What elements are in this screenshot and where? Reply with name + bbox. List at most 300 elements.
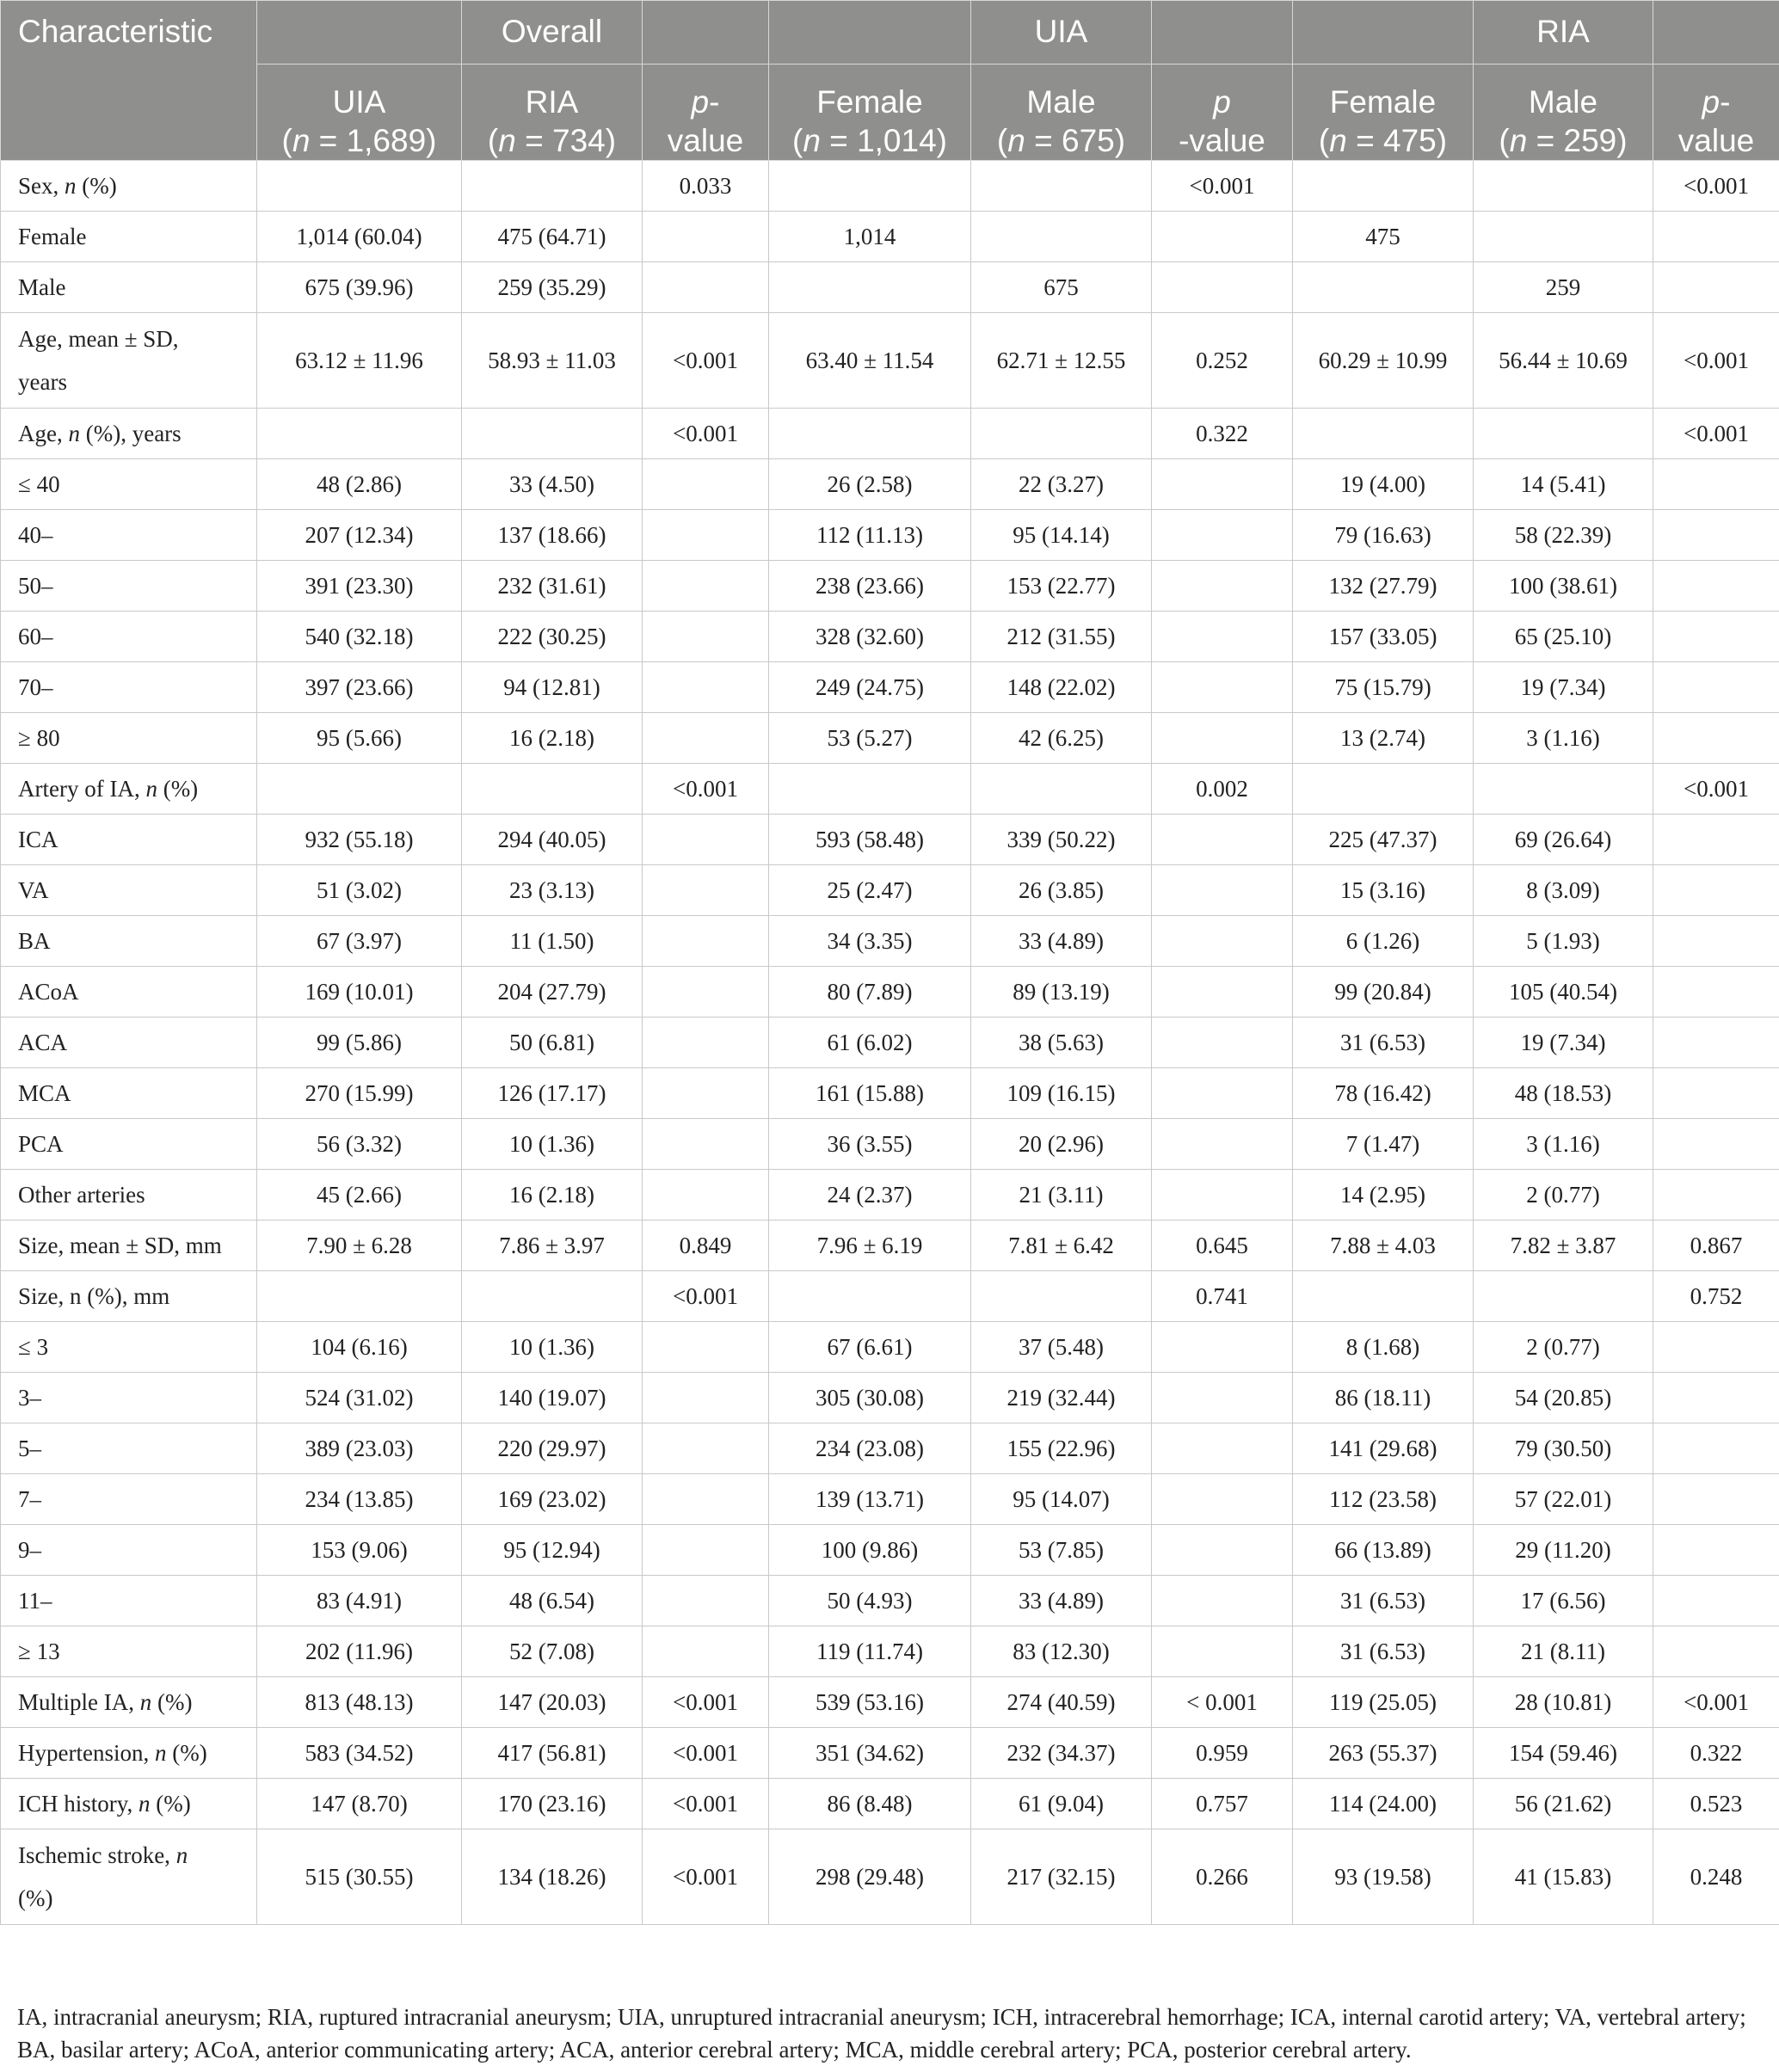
table-cell: 61 (9.04) [971,1779,1152,1829]
table-cell [1152,1322,1293,1373]
table-cell [1653,262,1779,313]
row-label: 3– [1,1373,257,1423]
table-cell: 26 (2.58) [769,459,971,510]
table-cell [1653,865,1779,916]
table-cell: 24 (2.37) [769,1170,971,1220]
table-cell [257,1271,462,1322]
table-cell: 105 (40.54) [1474,967,1653,1018]
column-header-6: p -value [1152,65,1293,161]
table-cell: 5 (1.93) [1474,916,1653,967]
row-label: 70– [1,662,257,713]
table-cell: 0.248 [1653,1829,1779,1925]
table-cell [1152,1018,1293,1068]
table-cell [1474,764,1653,815]
table-cell: 19 (7.34) [1474,662,1653,713]
table-cell [1152,1525,1293,1576]
table-row [1,815,1779,865]
table-cell: 112 (23.58) [1293,1474,1474,1525]
table-cell [643,662,769,713]
table-row [1,1119,1779,1170]
table-cell: 232 (34.37) [971,1728,1152,1779]
table-cell: 48 (6.54) [462,1576,643,1626]
table-row [1,1677,1779,1728]
table-cell: 126 (17.17) [462,1068,643,1119]
row-label: Artery of IA, n (%) [1,764,257,815]
table-cell: <0.001 [1152,161,1293,212]
table-cell [1653,459,1779,510]
table-cell: 28 (10.81) [1474,1677,1653,1728]
table-row [1,1728,1779,1779]
table-cell [1653,1068,1779,1119]
table-row [1,967,1779,1018]
table-cell [1152,612,1293,662]
table-cell [643,713,769,764]
table-cell: 57 (22.01) [1474,1474,1653,1525]
table-cell: 263 (55.37) [1293,1728,1474,1779]
table-cell: 328 (32.60) [769,612,971,662]
table-cell [1152,561,1293,612]
table-row [1,1525,1779,1576]
column-name: Female [1329,84,1437,120]
table-cell: 41 (15.83) [1474,1829,1653,1925]
table-cell [1293,1271,1474,1322]
table-cell: 51 (3.02) [257,865,462,916]
spacer-cell [1293,1,1474,65]
table-cell: 34 (3.35) [769,916,971,967]
column-header-9: p- value [1653,65,1779,161]
table-cell: 38 (5.63) [971,1018,1152,1068]
table-cell: 675 (39.96) [257,262,462,313]
table-cell: 0.741 [1152,1271,1293,1322]
table-cell: 63.12 ± 11.96 [257,313,462,409]
group-header-uia: UIA [971,1,1152,65]
table-cell: 93 (19.58) [1293,1829,1474,1925]
table-cell [1152,212,1293,262]
table-cell [1653,1576,1779,1626]
table-cell: <0.001 [643,313,769,409]
table-cell: 0.645 [1152,1220,1293,1271]
table-cell: 19 (4.00) [1293,459,1474,510]
table-cell: 339 (50.22) [971,815,1152,865]
table-cell: 0.266 [1152,1829,1293,1925]
row-label: Ischemic stroke, n (%) [1,1829,257,1925]
table-cell: 583 (34.52) [257,1728,462,1779]
table-cell: 95 (14.07) [971,1474,1152,1525]
row-label: 9– [1,1525,257,1576]
table-cell: 99 (20.84) [1293,967,1474,1018]
row-label: Size, n (%), mm [1,1271,257,1322]
table-cell [1653,662,1779,713]
table-cell [1474,409,1653,459]
table-cell: 58.93 ± 11.03 [462,313,643,409]
table-cell [643,1068,769,1119]
table-cell [1152,1170,1293,1220]
row-label: 40– [1,510,257,561]
table-cell: 109 (16.15) [971,1068,1152,1119]
table-cell [1152,713,1293,764]
table-cell: 305 (30.08) [769,1373,971,1423]
table-row [1,1170,1779,1220]
table-cell: 8 (1.68) [1293,1322,1474,1373]
table-cell: 16 (2.18) [462,1170,643,1220]
table-cell: <0.001 [1653,409,1779,459]
table-row [1,1779,1779,1829]
table-cell: 50 (4.93) [769,1576,971,1626]
table-cell: 202 (11.96) [257,1626,462,1677]
table-cell [769,409,971,459]
row-label: ACA [1,1018,257,1068]
table-cell: 94 (12.81) [462,662,643,713]
table-cell: 932 (55.18) [257,815,462,865]
table-cell [643,1119,769,1170]
table-cell [1653,612,1779,662]
table-cell: 217 (32.15) [971,1829,1152,1925]
table-row [1,612,1779,662]
table-cell: 63.40 ± 11.54 [769,313,971,409]
table-cell: 212 (31.55) [971,612,1152,662]
column-header-4: Female (n = 1,014) [769,65,971,161]
column-n: 675 [1062,122,1115,158]
table-cell [769,764,971,815]
table-footnote: IA, intracranial aneurysm; RIA, ruptured intracranial aneurysm; UIA, unruptured intracranial aneurysm; ICH, intracerebral hemorrhage; ICA, internal carotid artery; VA, vertebral artery; BA, basilar artery; ACoA, anterior communicating artery; ACA, anterior cerebral artery; MCA, middle cerebral artery; PCA, posterior cerebral artery. [17,2004,1746,2063]
table-cell [462,764,643,815]
table-cell: 232 (31.61) [462,561,643,612]
table-cell [1653,1626,1779,1677]
table-row [1,1322,1779,1373]
column-n: 259 [1563,122,1617,158]
table-cell: 6 (1.26) [1293,916,1474,967]
table-row [1,212,1779,262]
table-cell: 389 (23.03) [257,1423,462,1474]
row-label: Age, mean ± SD, years [1,313,257,409]
table-cell: 0.849 [643,1220,769,1271]
table-cell [1152,459,1293,510]
table-cell: 391 (23.30) [257,561,462,612]
table-cell: 155 (22.96) [971,1423,1152,1474]
table-cell [1653,1373,1779,1423]
table-cell: 53 (5.27) [769,713,971,764]
table-cell: 21 (8.11) [1474,1626,1653,1677]
table-cell: 29 (11.20) [1474,1525,1653,1576]
table-cell: 1,014 [769,212,971,262]
table-cell [643,1170,769,1220]
table-cell: 153 (9.06) [257,1525,462,1576]
table-row [1,510,1779,561]
column-name: UIA [332,84,386,120]
table-cell: 294 (40.05) [462,815,643,865]
table-row [1,1068,1779,1119]
table-cell: 53 (7.85) [971,1525,1152,1576]
table-cell: 141 (29.68) [1293,1423,1474,1474]
table-cell: 114 (24.00) [1293,1779,1474,1829]
table-cell: 62.71 ± 12.55 [971,313,1152,409]
table-row [1,561,1779,612]
table-cell: 95 (14.14) [971,510,1152,561]
table-cell: <0.001 [643,1779,769,1829]
table-cell: 0.523 [1653,1779,1779,1829]
column-header-2: RIA (n = 734) [462,65,643,161]
table-cell: 56.44 ± 10.69 [1474,313,1653,409]
row-label: ACoA [1,967,257,1018]
spacer-cell [643,1,769,65]
table-cell: 66 (13.89) [1293,1525,1474,1576]
table-cell: 1,014 (60.04) [257,212,462,262]
table-cell [1653,1525,1779,1576]
table-cell: 0.757 [1152,1779,1293,1829]
table-cell: 79 (30.50) [1474,1423,1653,1474]
row-label: MCA [1,1068,257,1119]
table-cell: 69 (26.64) [1474,815,1653,865]
table-cell [769,161,971,212]
table-row [1,161,1779,212]
table-cell: <0.001 [643,1829,769,1925]
table-cell [1653,815,1779,865]
table-cell: 0.867 [1653,1220,1779,1271]
table-cell: 0.033 [643,161,769,212]
table-cell: 169 (10.01) [257,967,462,1018]
table-cell: 75 (15.79) [1293,662,1474,713]
column-header-3: p- value [643,65,769,161]
table-cell: 10 (1.36) [462,1119,643,1170]
table-cell: 89 (13.19) [971,967,1152,1018]
table-cell: 7.90 ± 6.28 [257,1220,462,1271]
table-cell: 20 (2.96) [971,1119,1152,1170]
table-cell [1293,161,1474,212]
table-cell [643,212,769,262]
table-cell: <0.001 [1653,161,1779,212]
table-cell: 33 (4.50) [462,459,643,510]
table-cell: 140 (19.07) [462,1373,643,1423]
table-cell [643,459,769,510]
table-cell: 50 (6.81) [462,1018,643,1068]
table-row [1,1220,1779,1271]
table-cell: 7.88 ± 4.03 [1293,1220,1474,1271]
table-row [1,865,1779,916]
table-cell: 33 (4.89) [971,1576,1152,1626]
table-cell [643,916,769,967]
table-cell: 524 (31.02) [257,1373,462,1423]
table-cell: 351 (34.62) [769,1728,971,1779]
table-cell: 234 (13.85) [257,1474,462,1525]
table-cell: 17 (6.56) [1474,1576,1653,1626]
table-cell [1653,212,1779,262]
row-label: Hypertension, n (%) [1,1728,257,1779]
table-cell: 83 (12.30) [971,1626,1152,1677]
table-cell [462,1271,643,1322]
table-cell: 14 (5.41) [1474,459,1653,510]
row-label: 7– [1,1474,257,1525]
table-row [1,916,1779,967]
table-cell: 48 (18.53) [1474,1068,1653,1119]
table-cell: 154 (59.46) [1474,1728,1653,1779]
row-label: 50– [1,561,257,612]
table-cell [1152,967,1293,1018]
table-cell: 238 (23.66) [769,561,971,612]
table-cell: 60.29 ± 10.99 [1293,313,1474,409]
table-cell: 26 (3.85) [971,865,1152,916]
table-cell: 104 (6.16) [257,1322,462,1373]
table-cell: 3 (1.16) [1474,713,1653,764]
table-cell [1653,1170,1779,1220]
table-cell: 10 (1.36) [462,1322,643,1373]
table-cell: 19 (7.34) [1474,1018,1653,1068]
row-label: Other arteries [1,1170,257,1220]
group-header-ria: RIA [1474,1,1653,65]
table-cell [1152,262,1293,313]
table-cell: <0.001 [643,409,769,459]
table-cell: 45 (2.66) [257,1170,462,1220]
table-cell: <0.001 [1653,1677,1779,1728]
spacer-cell [769,1,971,65]
table-row [1,1474,1779,1525]
table-row [1,662,1779,713]
table-row [1,1423,1779,1474]
table-cell [1653,1322,1779,1373]
column-name: RIA [525,84,579,120]
column-header-5: Male (n = 675) [971,65,1152,161]
table-cell: 204 (27.79) [462,967,643,1018]
table-cell: 539 (53.16) [769,1677,971,1728]
table-cell [643,1576,769,1626]
table-cell [1653,1018,1779,1068]
table-cell [257,409,462,459]
table-cell [643,1322,769,1373]
table-cell: 170 (23.16) [462,1779,643,1829]
row-label: ≥ 80 [1,713,257,764]
spacer-cell [1152,1,1293,65]
table-cell: 0.322 [1152,409,1293,459]
table-cell: 2 (0.77) [1474,1322,1653,1373]
table-cell: 7.82 ± 3.87 [1474,1220,1653,1271]
table-cell: 161 (15.88) [769,1068,971,1119]
table-cell: <0.001 [643,764,769,815]
table-cell: 147 (8.70) [257,1779,462,1829]
table-cell: 65 (25.10) [1474,612,1653,662]
table-cell [1152,1626,1293,1677]
spacer-cell [257,1,462,65]
table-cell [1653,561,1779,612]
row-label: Age, n (%), years [1,409,257,459]
row-label: ≥ 13 [1,1626,257,1677]
row-label: ≤ 3 [1,1322,257,1373]
table-row [1,1018,1779,1068]
table-cell: 259 (35.29) [462,262,643,313]
table-cell: 31 (6.53) [1293,1018,1474,1068]
column-n: 1,689 [346,122,427,158]
table-cell: 21 (3.11) [971,1170,1152,1220]
table-cell: 222 (30.25) [462,612,643,662]
table-cell: 95 (12.94) [462,1525,643,1576]
row-label: 60– [1,612,257,662]
table-cell [1653,967,1779,1018]
table-cell: 25 (2.47) [769,865,971,916]
table-row [1,1271,1779,1322]
row-label: Size, mean ± SD, mm [1,1220,257,1271]
table-cell [643,865,769,916]
table-cell: 56 (3.32) [257,1119,462,1170]
table-cell [643,1423,769,1474]
table-cell: 52 (7.08) [462,1626,643,1677]
table-cell: 225 (47.37) [1293,815,1474,865]
table-row [1,1373,1779,1423]
table-cell [462,161,643,212]
table-cell: 515 (30.55) [257,1829,462,1925]
table-cell: 157 (33.05) [1293,612,1474,662]
table-cell: 16 (2.18) [462,713,643,764]
column-n: 475 [1383,122,1437,158]
table-cell: 8 (3.09) [1474,865,1653,916]
table-cell [643,561,769,612]
table-cell: 153 (22.77) [971,561,1152,612]
table-cell [643,262,769,313]
table-cell: 54 (20.85) [1474,1373,1653,1423]
table-cell [257,764,462,815]
table-row [1,459,1779,510]
table-cell: 112 (11.13) [769,510,971,561]
table-cell [1152,662,1293,713]
table-cell: 219 (32.44) [971,1373,1152,1423]
table-cell [1653,916,1779,967]
column-n: 734 [552,122,606,158]
table-cell [971,764,1152,815]
table-cell [643,967,769,1018]
table-cell: 7.86 ± 3.97 [462,1220,643,1271]
table-cell [1152,1373,1293,1423]
table-cell: 675 [971,262,1152,313]
table-cell: 37 (5.48) [971,1322,1152,1373]
table-cell [1293,262,1474,313]
row-label: PCA [1,1119,257,1170]
table-cell: 475 [1293,212,1474,262]
table-cell: <0.001 [643,1677,769,1728]
table-cell: 78 (16.42) [1293,1068,1474,1119]
table-cell [1474,161,1653,212]
column-name: Male [1528,84,1598,120]
group-header-overall: Overall [462,1,643,65]
table-cell: 7.81 ± 6.42 [971,1220,1152,1271]
table-cell [643,815,769,865]
table-cell: 67 (3.97) [257,916,462,967]
row-label: ICH history, n (%) [1,1779,257,1829]
table-cell: 13 (2.74) [1293,713,1474,764]
table-cell: 100 (9.86) [769,1525,971,1576]
table-cell: 31 (6.53) [1293,1626,1474,1677]
table-cell [643,1626,769,1677]
row-label: ICA [1,815,257,865]
table-cell: 61 (6.02) [769,1018,971,1068]
table-cell [1152,1423,1293,1474]
table-cell: 23 (3.13) [462,865,643,916]
table-cell: 67 (6.61) [769,1322,971,1373]
table-cell: 540 (32.18) [257,612,462,662]
table-cell: 42 (6.25) [971,713,1152,764]
table-cell: <0.001 [1653,313,1779,409]
table-cell: 813 (48.13) [257,1677,462,1728]
table-cell: <0.001 [643,1271,769,1322]
table-cell: 15 (3.16) [1293,865,1474,916]
table-cell [769,262,971,313]
column-n: 1,014 [857,122,937,158]
row-label: Male [1,262,257,313]
table-cell: 274 (40.59) [971,1677,1152,1728]
table-cell: 36 (3.55) [769,1119,971,1170]
table-row [1,1829,1779,1925]
table-cell: 169 (23.02) [462,1474,643,1525]
table-cell: <0.001 [643,1728,769,1779]
table-cell [1474,1271,1653,1322]
table-cell: 56 (21.62) [1474,1779,1653,1829]
table-cell: 22 (3.27) [971,459,1152,510]
